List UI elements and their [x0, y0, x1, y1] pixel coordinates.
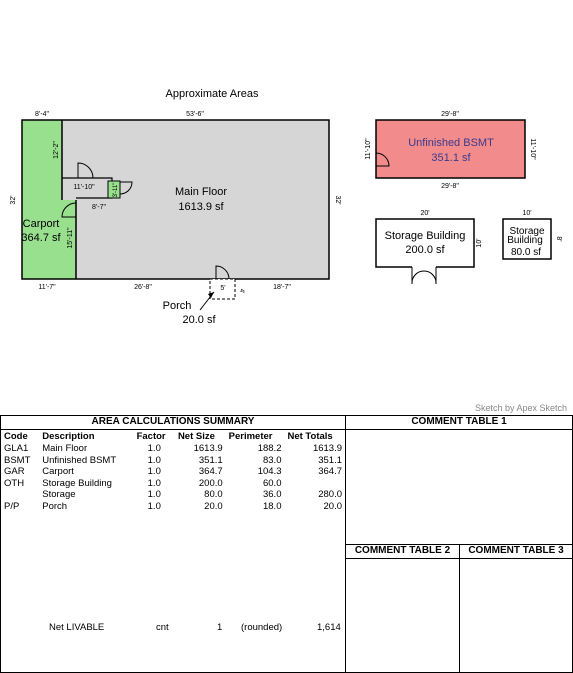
storage2-area-label: 80.0 sf — [510, 247, 542, 258]
dimension-label: 8'-7" — [92, 204, 106, 211]
porch-area-label: 20.0 sf — [182, 314, 216, 326]
dimension-label: 11'-10" — [73, 184, 95, 191]
table-cell: 20.0 — [323, 500, 342, 512]
storage-building-area — [376, 219, 474, 267]
table-cell: 83.0 — [262, 454, 282, 466]
basement-label: Unfinished BSMT — [408, 137, 494, 149]
column-header: Net Size — [177, 431, 215, 442]
table-cell: 104.3 — [257, 466, 282, 477]
dimension-label: 12'-2" — [53, 141, 60, 159]
table-cell: P/P — [4, 500, 20, 512]
table-cell: 1.0 — [147, 443, 161, 454]
net-livable-note: (rounded) — [241, 622, 283, 633]
comment-table-2-title: COMMENT TABLE 2 — [346, 545, 459, 559]
column-header: Description — [42, 431, 95, 442]
carport-area-label: 364.7 sf — [21, 232, 61, 244]
table-cell: GLA1 — [4, 443, 29, 454]
dimension-label: 20' — [420, 210, 430, 217]
sketch-title: Approximate Areas — [165, 88, 259, 100]
dimension-label: 11'-10" — [365, 138, 372, 160]
table-cell: Unfinished BSMT — [42, 454, 117, 466]
storage1-area-label: 200.0 sf — [405, 244, 445, 256]
table-header-row — [1, 430, 345, 443]
watermark: Sketch by Apex Sketch — [474, 403, 567, 413]
net-livable-label: Net LIVABLE — [49, 622, 105, 633]
main-floor-label: Main Floor — [175, 186, 227, 198]
table-cell: 20.0 — [204, 500, 223, 512]
main-floor-area-label: 1613.9 sf — [178, 201, 224, 213]
storage2-label: Storage — [509, 226, 545, 237]
dimension-label: 18'-7" — [273, 284, 291, 291]
comment-table-3-title: COMMENT TABLE 3 — [460, 545, 572, 559]
storage1-label: Storage Building — [384, 230, 466, 242]
table-cell: Porch — [42, 500, 68, 512]
table-cell: 280.0 — [318, 489, 342, 500]
table-cell: 364.7 — [318, 466, 342, 477]
table-row — [1, 501, 345, 513]
dimension-label: 11'-10" — [529, 138, 536, 160]
net-livable-unit: cnt — [156, 622, 169, 633]
table-row — [1, 478, 345, 490]
table-cell: 80.0 — [204, 489, 223, 500]
table-row — [1, 489, 345, 501]
table-cell: 1.0 — [147, 466, 161, 477]
porch-label: Porch — [162, 300, 192, 312]
dimension-label: 10' — [522, 210, 532, 217]
table-cell: 1613.9 — [193, 443, 223, 454]
dimension-label: 5' — [220, 285, 226, 292]
basement-area — [376, 120, 525, 178]
dimension-label: 29'-8" — [441, 183, 459, 190]
table-cell: 1613.9 — [312, 443, 342, 454]
dimension-label: 29'-8" — [441, 111, 459, 118]
table-row — [1, 466, 345, 478]
table-cell: 364.7 — [198, 466, 223, 477]
dimension-label: 3'-11" — [113, 182, 119, 198]
net-livable-count: 1 — [217, 622, 223, 633]
dimension-label: 26'-8" — [134, 284, 152, 291]
table-cell: GAR — [4, 466, 25, 477]
table-cell: 1.0 — [147, 500, 161, 512]
column-header: Net Totals — [287, 431, 333, 442]
table-cell: 1.0 — [147, 454, 161, 466]
area-table — [1, 430, 345, 512]
net-livable-total: 1,614 — [317, 622, 341, 633]
comment-table-1 — [345, 415, 573, 545]
table-cell: 351.1 — [318, 454, 342, 466]
table-cell: Storage — [42, 489, 76, 500]
table-cell: 200.0 — [198, 477, 223, 489]
area-summary-title: AREA CALCULATIONS SUMMARY — [1, 416, 345, 430]
table-cell: 36.0 — [262, 489, 282, 500]
dimension-label: 4' — [238, 288, 244, 294]
dimension-label: 8'-4" — [35, 111, 49, 118]
table-cell: 1.0 — [147, 477, 161, 489]
dimension-label: 53'-6" — [186, 111, 204, 118]
table-cell: Main Floor — [42, 443, 88, 454]
double-door-icon — [412, 267, 436, 284]
dimension-label: 8' — [555, 236, 562, 242]
comment-table-3 — [459, 544, 573, 673]
column-header: Factor — [136, 431, 166, 442]
table-cell — [284, 478, 345, 490]
area-table-body — [1, 443, 345, 512]
table-cell: BSMT — [4, 454, 31, 466]
table-cell — [1, 489, 39, 501]
storage2-label: Building — [507, 235, 543, 246]
table-cell: 60.0 — [262, 477, 282, 489]
table-cell: 18.0 — [262, 500, 282, 512]
table-cell: Carport — [42, 466, 74, 477]
carport-label: Carport — [22, 218, 60, 230]
area-summary-panel — [0, 415, 346, 673]
dimension-label: 10' — [476, 238, 483, 248]
table-cell: OTH — [4, 477, 25, 489]
column-header: Code — [4, 431, 28, 442]
dimension-label: 11'-7" — [38, 284, 56, 291]
column-header: Perimeter — [228, 431, 273, 442]
table-cell: 1.0 — [147, 489, 161, 500]
comment-table-1-title: COMMENT TABLE 1 — [346, 416, 572, 430]
table-row — [1, 455, 345, 467]
table-row — [1, 443, 345, 455]
dimension-label: 32' — [10, 195, 17, 205]
table-cell: 188.2 — [257, 443, 282, 454]
basement-area-label: 351.1 sf — [431, 152, 471, 164]
table-cell: 351.1 — [198, 454, 223, 466]
comment-table-2 — [345, 544, 460, 673]
table-cell: Storage Building — [42, 477, 112, 489]
dimension-label: 15'-11" — [67, 227, 74, 249]
dimension-label: 32' — [334, 195, 341, 205]
